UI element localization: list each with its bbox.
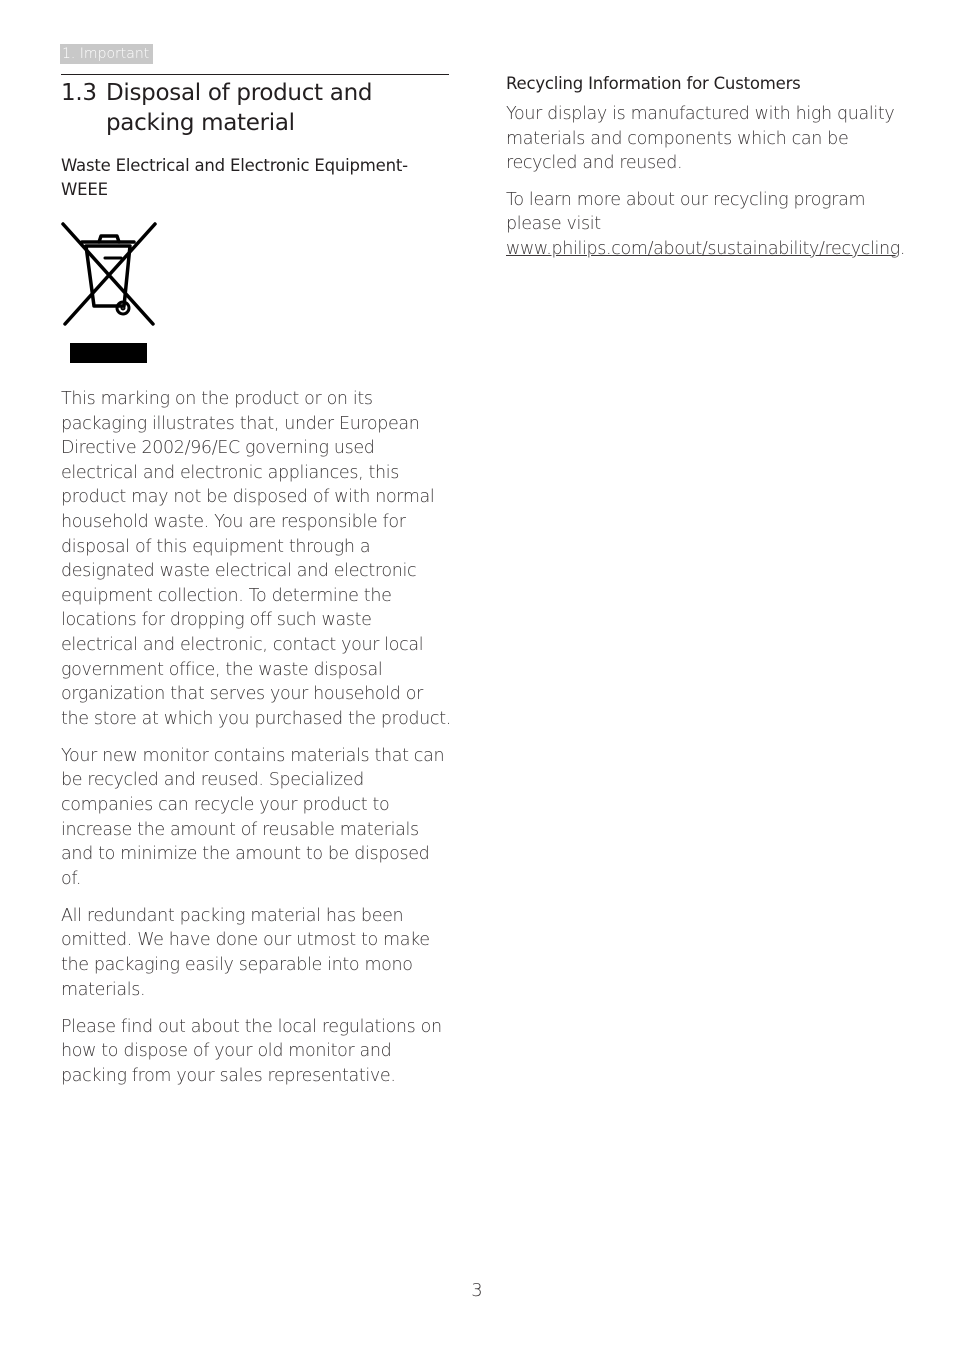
- sustainability-link[interactable]: www.philips.com/about/sustainability/recycling: [506, 238, 900, 259]
- right-column: [506, 72, 906, 262]
- weee-subheading: Waste Electrical and Electronic Equipment-WEEE: [61, 156, 408, 199]
- recycling-heading: Recycling Information for Customers: [506, 74, 801, 93]
- regulations-paragraph: Please find out about the local regulations on how to dispose of your old monitor and packing from your sales representative.: [61, 1016, 442, 1086]
- recycling-link-paragraph: [506, 188, 906, 262]
- section-heading: [61, 78, 451, 138]
- section-tag: 1. Important: [60, 44, 153, 64]
- left-column: [61, 74, 451, 1089]
- recycling-paragraph: Your display is manufactured with high quality materials and components which can be recycled and reused.: [506, 104, 895, 174]
- page-number: 3: [471, 1280, 483, 1301]
- title-rule: [61, 74, 449, 75]
- link-suffix: .: [899, 238, 906, 259]
- section-number: 1.3: [61, 80, 97, 106]
- weee-paragraph: This marking on the product or on its packaging illustrates that, under European Directive 2002/96/EC governing used electrical and electronic appliances, this product may not be disposed of with normal household waste. You are responsible for disposal of this equipment through a designated waste electrical and electronic equipment collection. To determine the locations for dropping off such waste electrical and electronic, contact your local government office, the waste disposal organization that serves your household or the store at which you purchased the product.: [61, 389, 451, 729]
- section-title: Disposal of product and packing material: [106, 80, 373, 136]
- packing-paragraph: All redundant packing material has been omitted. We have done our utmost to make the packaging easily separable into mono materials.: [61, 905, 430, 1000]
- link-prefix: To learn more about our recycling program please visit: [506, 189, 866, 235]
- crossed-out-wheelie-bin-icon: [61, 222, 161, 332]
- weee-symbol: [61, 222, 161, 365]
- weee-date-bar: [70, 343, 147, 363]
- recycle-paragraph: Your new monitor contains materials that can be recycled and reused. Specialized companies can recycle your product to increase the amount of reusable materials and to minimize the amount to be disposed of.: [61, 745, 445, 889]
